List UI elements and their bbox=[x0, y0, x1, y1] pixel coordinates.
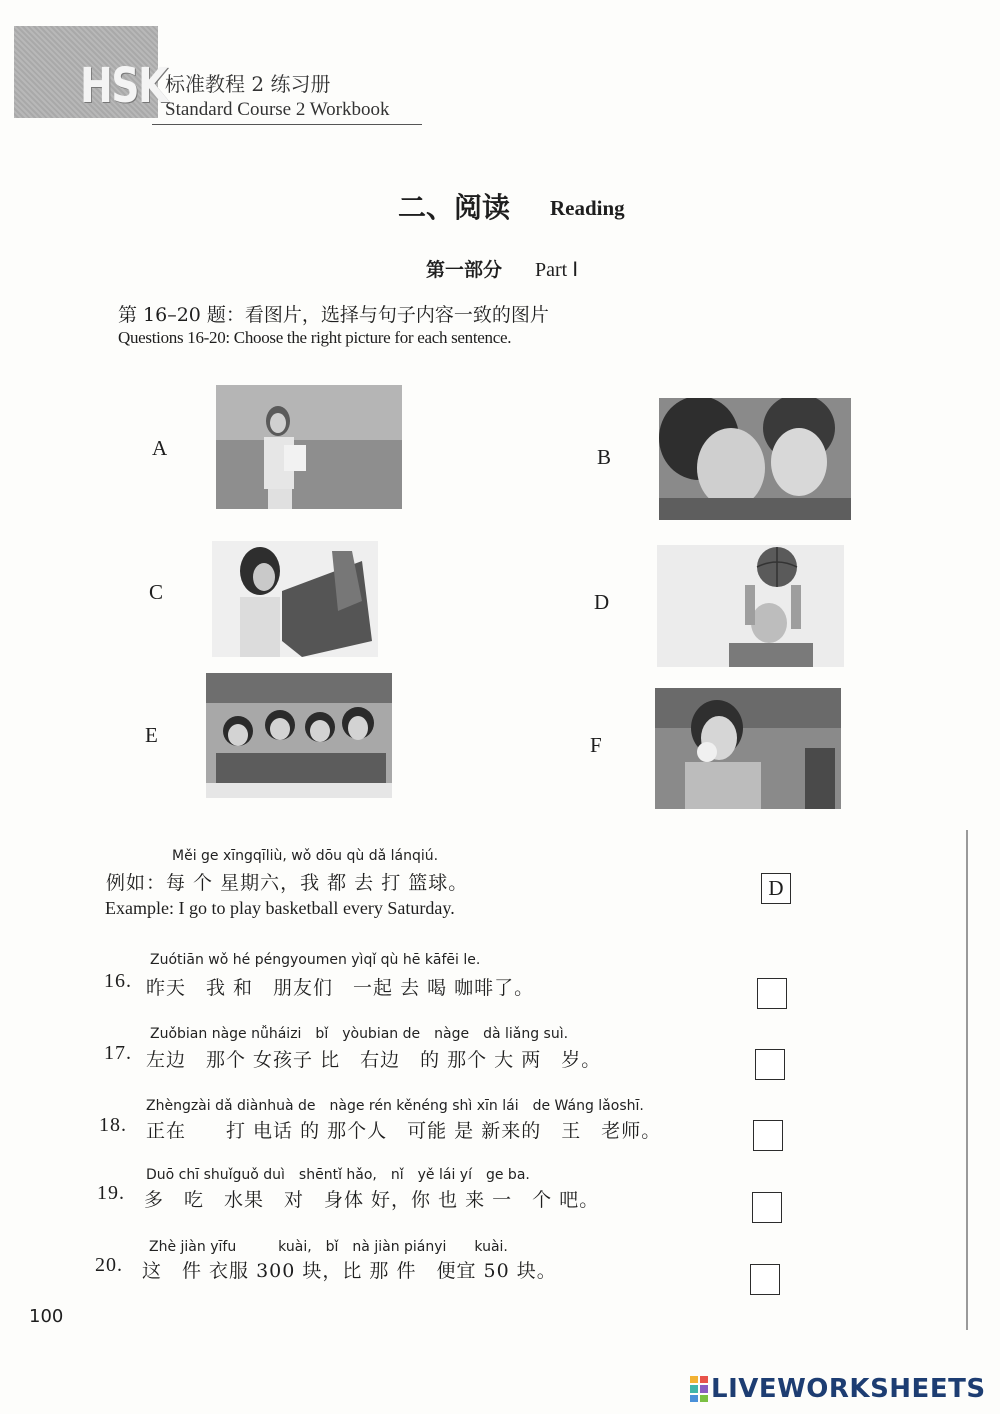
question-17-pinyin: Zuǒbian nàge nǚháizi bǐ yòubian de nàge dà liǎng suì. bbox=[150, 1026, 569, 1042]
question-20-answer-box[interactable] bbox=[750, 1264, 780, 1295]
instructions-english: Questions 16-20: Choose the right picture for each sentence. bbox=[118, 328, 512, 347]
question-16-pinyin: Zuótiān wǒ hé péngyoumen yìqǐ qù hē kāfēi le. bbox=[150, 952, 481, 968]
woman-on-phone-photo bbox=[216, 385, 402, 509]
liveworksheets-wordmark: LIVEWORKSHEETS bbox=[711, 1374, 986, 1404]
woman-eating-apple-photo bbox=[655, 688, 841, 809]
picture-letter-c: C bbox=[149, 580, 164, 604]
example-english: Example: I go to play basketball every Saturday. bbox=[105, 898, 455, 918]
page-edge-line bbox=[966, 830, 968, 1330]
question-17-number: 17. bbox=[104, 1042, 132, 1064]
example-pinyin: Měi ge xīngqīliù, wǒ dōu qù dǎ lánqiú. bbox=[172, 848, 439, 864]
part-label-english: Part Ⅰ bbox=[535, 259, 579, 281]
question-18-number: 18. bbox=[99, 1114, 127, 1136]
example-answer: D bbox=[768, 876, 784, 900]
question-20-chinese: 这 件 衣服 300 块，比 那 件 便宜 50 块。 bbox=[142, 1260, 557, 1282]
woman-with-clothes-photo bbox=[212, 541, 378, 657]
question-19-pinyin: Duō chī shuǐguǒ duì shēntǐ hǎo, nǐ yě lái yí ge ba. bbox=[146, 1167, 530, 1183]
header-rule bbox=[152, 124, 422, 125]
book-title-chinese: 标准教程 2 练习册 bbox=[165, 72, 331, 96]
section-title-chinese: 二、阅读 bbox=[398, 191, 511, 224]
example-answer-box bbox=[761, 873, 791, 904]
question-19-number: 19. bbox=[97, 1182, 125, 1204]
question-19-chinese: 多 吃 水果 对 身体 好，你 也 来 一 个 吧。 bbox=[144, 1189, 600, 1211]
instructions-chinese: 第 16–20 题：看图片，选择与句子内容一致的图片 bbox=[118, 304, 549, 326]
example-line bbox=[106, 868, 468, 895]
book-title-english: Standard Course 2 Workbook bbox=[165, 99, 390, 120]
picture-letter-d: D bbox=[594, 590, 610, 614]
liveworksheets-logo bbox=[690, 1374, 986, 1404]
question-16-answer-box[interactable] bbox=[757, 978, 787, 1009]
hsk-logo: HSK bbox=[80, 58, 167, 114]
example-prefix: 例如： bbox=[106, 872, 167, 894]
question-17-chinese: 左边 那个 女孩子 比 右边 的 那个 大 两 岁。 bbox=[146, 1049, 602, 1071]
liveworksheets-icon bbox=[690, 1376, 708, 1402]
man-with-basketball-photo bbox=[657, 545, 844, 667]
picture-letter-a: A bbox=[152, 436, 168, 460]
question-16-chinese: 昨天 我 和 朋友们 一起 去 喝 咖啡了。 bbox=[146, 977, 535, 999]
example-chinese: 每 个 星期六，我 都 去 打 篮球。 bbox=[166, 872, 469, 894]
section-title-english: Reading bbox=[550, 196, 625, 220]
picture-letter-e: E bbox=[145, 723, 158, 747]
friends-drinking-coffee-photo bbox=[206, 673, 392, 798]
page-number: 100 bbox=[29, 1306, 64, 1327]
question-19-answer-box[interactable] bbox=[752, 1192, 782, 1223]
question-20-number: 20. bbox=[95, 1254, 123, 1276]
question-18-chinese: 正在 打 电话 的 那个人 可能 是 新来的 王 老师。 bbox=[146, 1120, 662, 1142]
two-women-smiling-photo bbox=[659, 398, 851, 520]
question-16-number: 16. bbox=[104, 970, 132, 992]
picture-letter-f: F bbox=[590, 733, 602, 757]
question-20-pinyin: Zhè jiàn yīfu kuài, bǐ nà jiàn piányi kuài. bbox=[149, 1239, 508, 1255]
part-label-chinese: 第一部分 bbox=[426, 259, 503, 281]
question-18-pinyin: Zhèngzài dǎ diànhuà de nàge rén kěnéng shì xīn lái de Wáng lǎoshī. bbox=[146, 1098, 644, 1114]
question-17-answer-box[interactable] bbox=[755, 1049, 785, 1080]
picture-letter-b: B bbox=[597, 445, 612, 469]
question-18-answer-box[interactable] bbox=[753, 1120, 783, 1151]
